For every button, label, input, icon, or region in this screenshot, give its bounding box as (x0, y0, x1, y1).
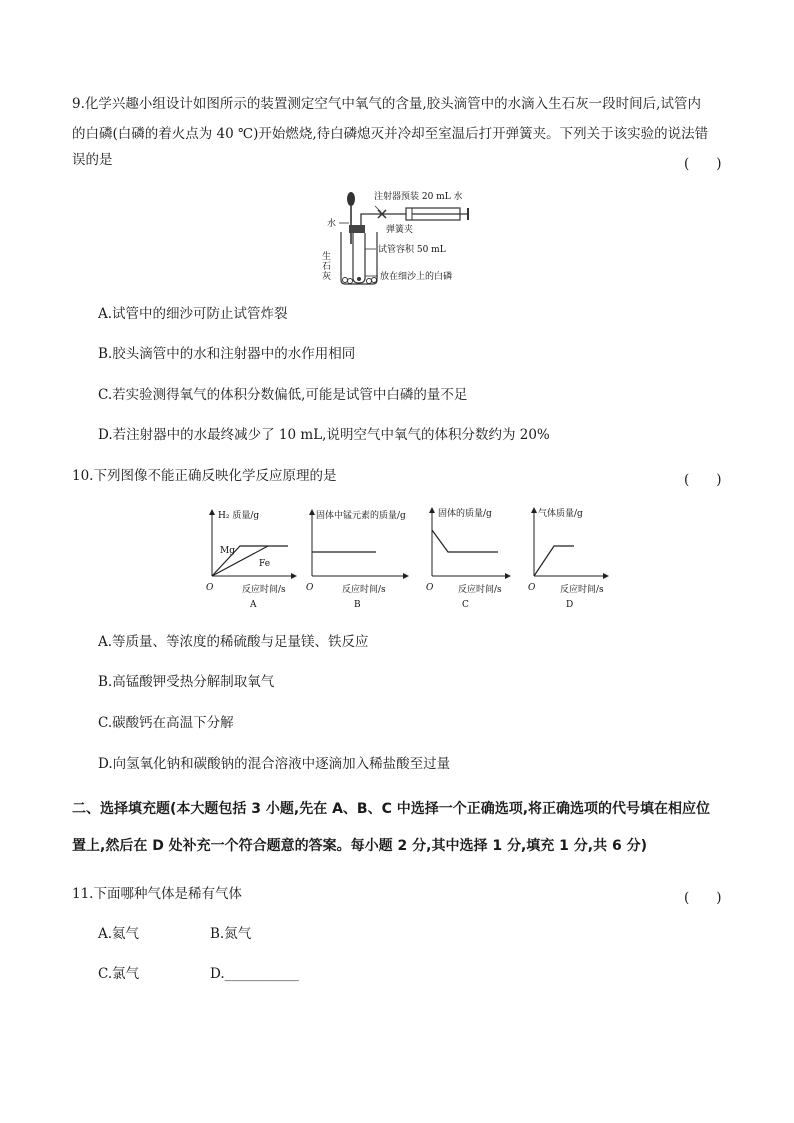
q10-option-b: B.高锰酸钾受热分解制取氧气 (98, 674, 275, 690)
q9-stem-line3: 误的是 (72, 152, 113, 168)
q9-apparatus-figure (316, 186, 486, 288)
graph-a-mg-label: Mg (220, 546, 235, 556)
q9-option-b: B.胶头滴管中的水和注射器中的水作用相同 (98, 346, 356, 362)
graph-c (426, 507, 510, 610)
q10-option-d: D.向氢氧化钠和碳酸钠的混合溶液中逐滴加入稀盐酸至过量 (98, 756, 451, 772)
graph-b-origin: O (306, 583, 314, 593)
graph-b-caption: B (354, 600, 361, 610)
graph-d-xlabel: 反应时间/s (560, 585, 604, 595)
graph-b-xlabel: 反应时间/s (342, 585, 386, 595)
q10-option-c: C.碳酸钙在高温下分解 (98, 715, 234, 731)
graph-c-origin: O (426, 583, 434, 593)
graph-a (206, 509, 296, 610)
stopper (349, 225, 365, 233)
phosphorus-label: 放在细沙上的白磷 (380, 272, 453, 282)
q10-answer-blank[interactable]: ( ) (684, 472, 722, 488)
q11-answer-blank[interactable]: ( ) (684, 890, 722, 906)
q10-graphs-figure (196, 500, 626, 614)
test-tube (353, 233, 365, 283)
graph-d-ylabel: 气体质量/g (538, 509, 583, 519)
q9-stem-line1: 9.化学兴趣小组设计如图所示的装置测定空气中氧气的含量,胶头滴管中的水滴入生石灰一段时间后,试管内 (72, 96, 701, 112)
q9-option-d: D.若注射器中的水最终减少了 10 mL,说明空气中氧气的体积分数约为 20% (98, 427, 550, 443)
graph-c-line (432, 530, 498, 552)
syringe-label: 注射器预装 20 mL 水 (374, 192, 463, 202)
graph-d-line (534, 546, 574, 576)
graph-d-caption: D (566, 600, 574, 610)
q11-option-c: C.氯气 (98, 966, 140, 982)
lime-label-2: 石 (322, 262, 332, 272)
q11-option-b: B.氮气 (210, 926, 252, 942)
q9-option-a: A.试管中的细沙可防止试管炸裂 (98, 306, 288, 322)
water-label: 水 (327, 219, 337, 229)
q9-stem-line2: 的白磷(白磷的着火点为 40 ℃)开始燃烧,待白磷熄灭并冷却至室温后打开弹簧夹。下列关于该实验的说法错 (72, 126, 709, 142)
graph-a-xlabel: 反应时间/s (242, 585, 286, 595)
q10-option-a: A.等质量、等浓度的稀硫酸与足量镁、铁反应 (98, 634, 369, 650)
graph-a-origin: O (206, 583, 214, 593)
graph-b (306, 509, 408, 610)
lime-label-1: 生 (322, 252, 332, 262)
graph-c-ylabel: 固体的质量/g (438, 509, 492, 519)
graph-a-ylabel: H₂ 质量/g (218, 511, 260, 521)
q9-answer-blank[interactable]: ( ) (684, 156, 722, 172)
q9-option-c: C.若实验测得氧气的体积分数偏低,可能是试管中白磷的量不足 (98, 387, 468, 403)
clamp-label: 弹簧夹 (386, 225, 414, 235)
q11-option-a: A.氦气 (98, 926, 140, 942)
graph-b-ylabel: 固体中锰元素的质量/g (316, 511, 406, 521)
graph-c-caption: C (462, 600, 469, 610)
q10-stem: 10.下列图像不能正确反映化学反应原理的是 (72, 468, 337, 484)
section2-heading-line2: 置上,然后在 D 处补充一个符合题意的答案。每小题 2 分,其中选择 1 分,填充 1 分,共 6 分) (72, 838, 647, 854)
white-phosphorus (357, 277, 361, 281)
graph-c-xlabel: 反应时间/s (458, 585, 502, 595)
q11-stem: 11.下面哪种气体是稀有气体 (72, 886, 242, 902)
graph-d-origin: O (528, 583, 536, 593)
dropper-bulb (347, 192, 355, 206)
tube-label: 试管容积 50 mL (378, 245, 446, 255)
graph-a-fe-label: Fe (259, 559, 271, 569)
q11-option-d[interactable]: D.___________ (210, 966, 299, 982)
graph-d (528, 507, 608, 610)
section2-heading-line1: 二、选择填充题(本大题包括 3 小题,先在 A、B、C 中选择一个正确选项,将正确选项的代号填在相应位 (72, 801, 711, 817)
graph-a-caption: A (250, 600, 257, 610)
lime-label-3: 灰 (322, 272, 332, 282)
